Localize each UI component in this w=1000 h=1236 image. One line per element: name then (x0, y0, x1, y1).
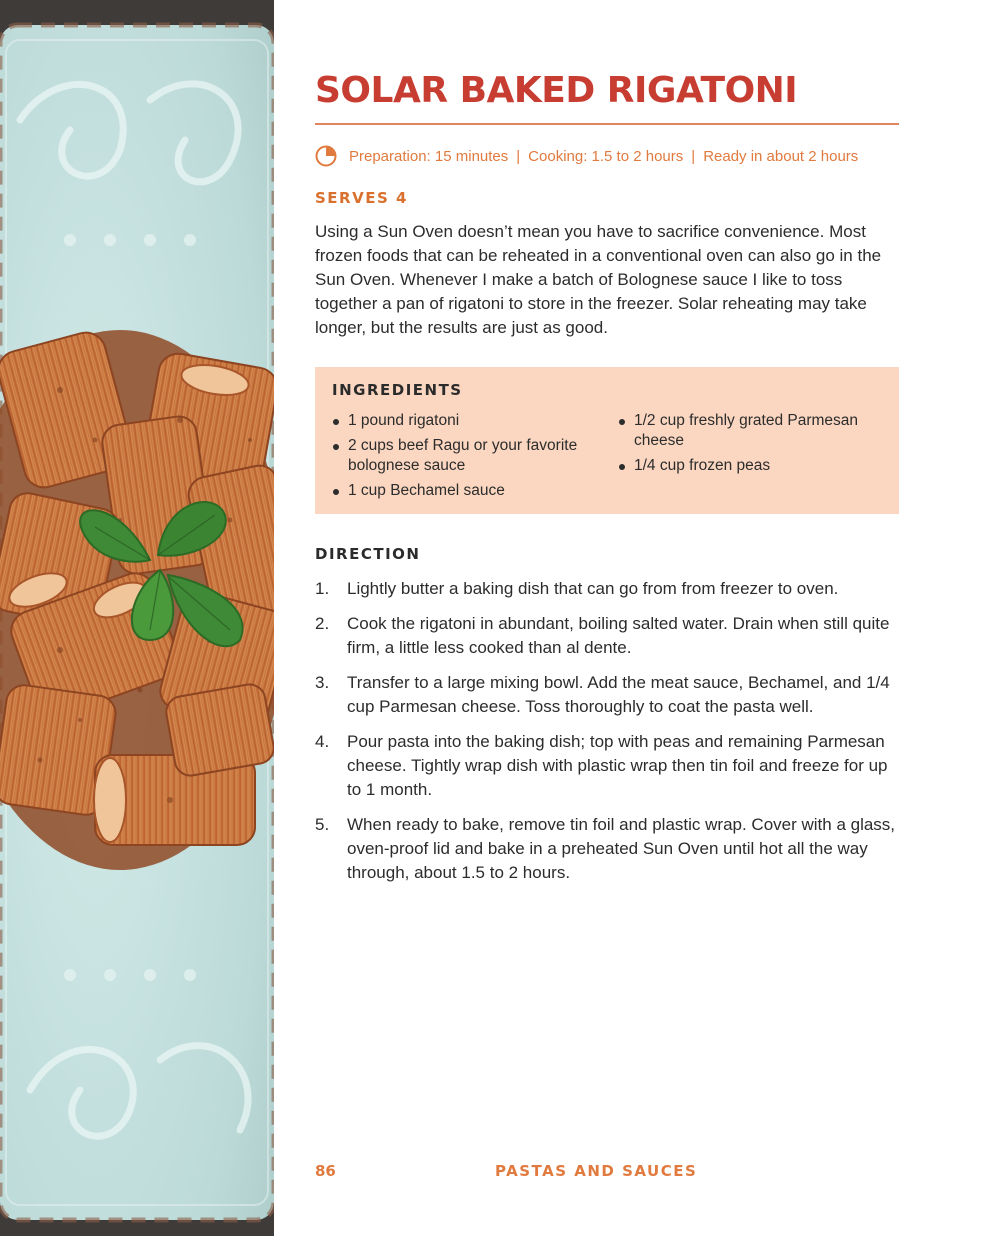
recipe-photo (0, 0, 274, 1236)
direction-step (315, 730, 905, 802)
clock-icon (315, 145, 337, 167)
ingredient-item: 1 pound rigatoni (332, 411, 612, 431)
ingredients-column-2 (618, 411, 888, 481)
step-number: 1. (315, 579, 330, 598)
recipe-intro: Using a Sun Oven doesn’t mean you have to sacrifice convenience. Most frozen foods that can be reheated in a conventional oven can also go in the Sun Oven. Whenever I make a batch of Bolognese sauce I like to toss together a pan of rigatoni to store in the freezer. Solar reheating may take longer, but the results are just as good. (315, 222, 882, 337)
step-text: Cook the rigatoni in abundant, boiling salted water. Drain when still quite firm, a little less cooked than al dente. (347, 614, 890, 657)
title-divider (315, 123, 899, 125)
direction-steps (315, 577, 905, 896)
ready-time: Ready in about 2 hours (703, 147, 859, 165)
step-text: Lightly butter a baking dish that can go from from freezer to oven. (347, 579, 839, 598)
recipe-title: SOLAR BAKED RIGATONI (315, 70, 798, 111)
ingredient-item: 1/2 cup freshly grated Parmesan cheese (618, 411, 888, 451)
direction-step (315, 813, 905, 885)
ingredient-item: 1 cup Bechamel sauce (332, 481, 612, 501)
step-text: When ready to bake, remove tin foil and plastic wrap. Cover with a glass, oven-proof lid and bake in a preheated Sun Oven until hot all the way through, about 1.5 to 2 hours. (347, 815, 896, 882)
timing-line (315, 145, 858, 167)
ingredients-heading: INGREDIENTS (332, 381, 463, 399)
step-number: 3. (315, 673, 330, 692)
page-number: 86 (315, 1162, 336, 1180)
ingredients-column-1 (332, 411, 612, 506)
timing-separator: | (691, 147, 696, 165)
step-number: 2. (315, 614, 330, 633)
direction-heading: DIRECTION (315, 545, 421, 563)
serves-heading: SERVES 4 (315, 189, 408, 207)
timing-separator: | (516, 147, 521, 165)
ingredient-item: 2 cups beef Ragu or your favorite bolognese sauce (332, 436, 612, 476)
step-number: 4. (315, 732, 330, 751)
step-text: Transfer to a large mixing bowl. Add the meat sauce, Bechamel, and 1/4 cup Parmesan cheese. Toss thoroughly to coat the pasta well. (347, 673, 890, 716)
ingredient-item: 1/4 cup frozen peas (618, 456, 888, 476)
preparation-time: Preparation: 15 minutes (349, 147, 509, 165)
step-text: Pour pasta into the baking dish; top with peas and remaining Parmesan cheese. Tightly wrap dish with plastic wrap then tin foil and freeze for up to 1 month. (347, 732, 888, 799)
step-number: 5. (315, 815, 330, 834)
ingredients-box (315, 367, 899, 514)
direction-step (315, 612, 905, 660)
section-name: PASTAS AND SAUCES (495, 1162, 698, 1180)
direction-step (315, 577, 905, 601)
cooking-time: Cooking: 1.5 to 2 hours (528, 147, 684, 165)
direction-step (315, 671, 905, 719)
